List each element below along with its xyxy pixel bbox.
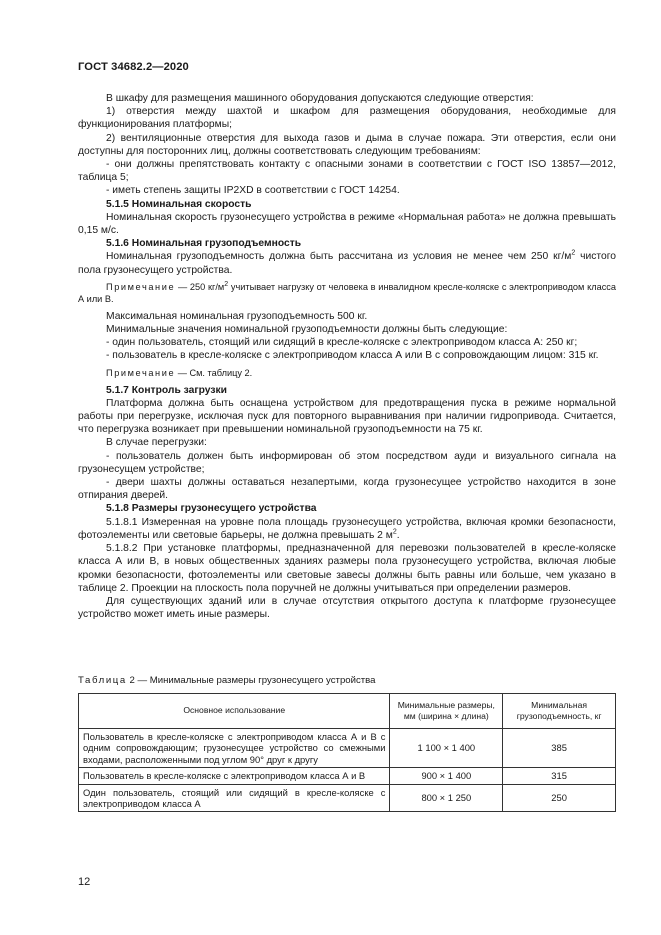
dimensions-table [78, 693, 616, 812]
paragraph: Для существующих зданий или в случае отсутствия открытого доступа к платформе грузонесущее устройство может иметь иные размеры. [78, 595, 616, 621]
note-label: Примечание [106, 281, 176, 292]
table-cell: 800 × 1 250 [390, 784, 503, 812]
note: Примечание — См. таблицу 2. [106, 367, 253, 378]
table-cell: 315 [503, 768, 616, 784]
paragraph: 1) отверстия между шахтой и шкафом для размещения оборудования, необходимые для функционирования платформы; [78, 106, 616, 131]
list-item: - двери шахты должны оставаться незапертыми, когда грузонесущее устройство находится в зоне отпирания дверей. [78, 477, 616, 502]
paragraph: Номинальная скорость грузонесущего устройства в режиме «Нормальная работа» не должна превышать 0,15 м/с. [78, 211, 616, 237]
paragraph: Платформа должна быть оснащена устройством для предотвращения пуска в режиме нормальной работы при перегрузке, исключая пуск для повторного выравнивания при наличии гидропривода. Считается, что перегрузка возникает при превышении номинальной грузоподъемности на 75 кг. [78, 397, 616, 436]
table-cell: 1 100 × 1 400 [390, 729, 503, 768]
table-cell: 385 [503, 729, 616, 768]
section-heading-5-1-8: 5.1.8 Размеры грузонесущего устройства [106, 503, 317, 515]
column-header: Основное использование [79, 694, 390, 729]
list-item: - пользователь в кресле-коляске с электроприводом класса А или В с сопровождающим лицом: 315 кг. [106, 350, 599, 362]
paragraph: Максимальная номинальная грузоподъемность 500 кг. [106, 310, 368, 322]
paragraph: В случае перегрузки: [106, 437, 207, 449]
table-header-row [79, 694, 616, 729]
list-item: - пользователь должен быть информирован об этом посредством ауди и визуального сигнала на грузонесущем устройстве; [78, 450, 616, 475]
table-cell: Пользователь в кресле-коляске с электроприводом класса А и В [79, 768, 390, 784]
column-header: Минимальные размеры, мм (ширина × длина) [390, 694, 503, 729]
note: Примечание — 250 $кг/м^2$ учитывает нагрузку от человека в инвалидном кресле-коляске с электроприводом класса А или В. [78, 280, 617, 304]
section-heading-5-1-7: 5.1.7 Контроль загрузки [106, 384, 227, 396]
table-cell: 250 [503, 784, 616, 812]
page-number: 12 [78, 876, 91, 888]
list-item: - они должны препятствовать контакту с опасными зонами в соответствии с ГОСТ ISO 13857—2012, таблица 5; [78, 159, 616, 184]
column-header: Минимальная грузоподъемность, кг [503, 694, 616, 729]
section-heading-5-1-6: 5.1.6 Номинальная грузоподъемность [106, 238, 302, 250]
table-caption: Таблица 2 — Минимальные размеры грузонесущего устройства [78, 675, 376, 686]
table-row [79, 768, 616, 784]
paragraph: 2) вентиляционные отверстия для выхода газов и дыма в случае пожара. Эти отверстия, если они доступны для посторонних лиц, должны соответствовать следующим требованиям: [78, 132, 616, 157]
paragraph: Номинальная грузоподъемность должна быть рассчитана из условия не менее чем 250 $кг/м^2$ чистого пола грузонесущего устройства. [78, 250, 616, 276]
table-row [79, 784, 616, 812]
body-text [78, 92, 616, 621]
list-item: - один пользователь, стоящий или сидящий в кресле-коляске с электроприводом класса А: 250 кг; [106, 337, 578, 349]
list-item: - иметь степень защиты IP2XD в соответствии с ГОСТ 14254. [106, 185, 400, 197]
section-heading-5-1-5: 5.1.5 Номинальная скорость [106, 198, 252, 210]
paragraph: В шкафу для размещения машинного оборудования допускаются следующие отверстия: [106, 93, 534, 104]
paragraph: 5.1.8.2 При установке платформы, предназначенной для перевозки пользователей в кресле-коляске класса А или В, в новых общественных зданиях размеры пола грузонесущего устройства, включая любые кромки безопасности, фотоэлементы или световые завесы должны быть равны или больше, чем указано в таблице 2. Проекции на плоскость пола поручней не должны учитываться при определении размеров. [78, 543, 616, 594]
paragraph: 5.1.8.1 Измеренная на уровне пола площадь грузонесущего устройства, включая кромки безопасности, фотоэлементы или световые барьеры, не должна превышать 2 $м^2$. [78, 516, 616, 541]
paragraph: Минимальные значения номинальной грузоподъемности должны быть следующие: [106, 324, 508, 336]
table-cell: Пользователь в кресле-коляске с электроприводом класса А и В с одним сопровождающим; грузонесущее устройство со смежными входами, расположенными под углом 90° друг к другу [79, 729, 390, 768]
table-row [79, 729, 616, 768]
table-cell: 900 × 1 400 [390, 768, 503, 784]
document-header: ГОСТ 34682.2—2020 [78, 61, 189, 73]
table-cell: Один пользователь, стоящий или сидящий в кресле-коляске с электроприводом класса А [79, 784, 390, 812]
note-label: Примечание [106, 367, 176, 378]
